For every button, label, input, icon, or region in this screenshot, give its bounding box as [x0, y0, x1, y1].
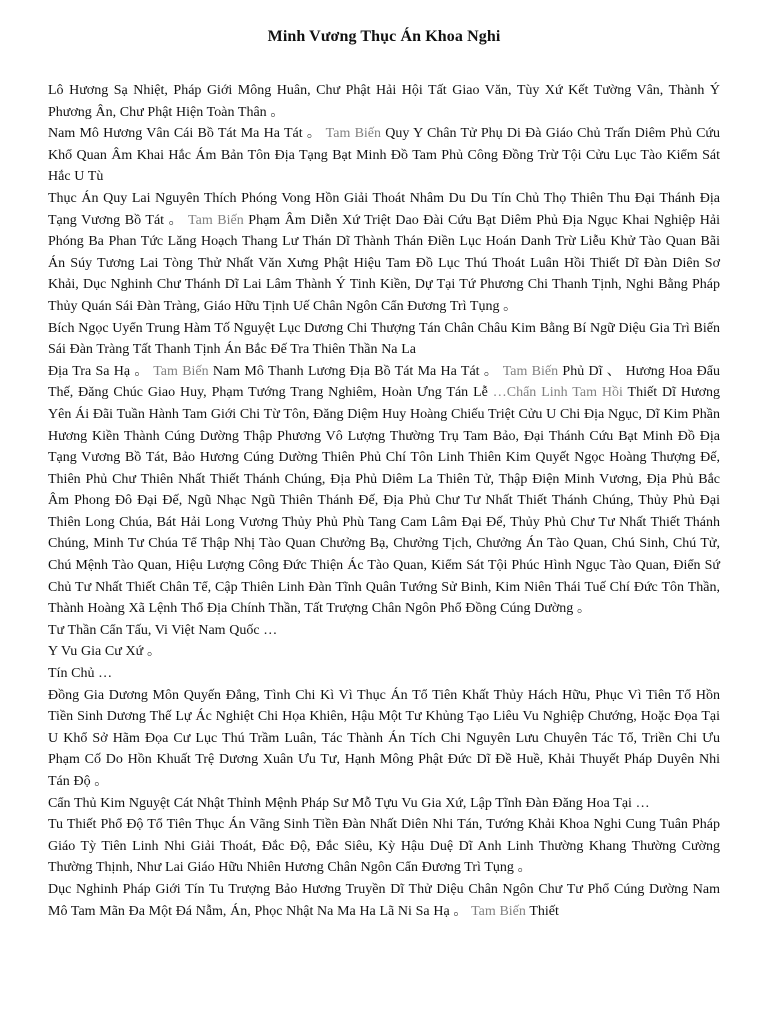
rubric-note: Tam Biến — [502, 363, 559, 379]
paragraph — [48, 620, 720, 642]
paragraph-text: Quy Y Chân Tử Phụ Di Đà Giáo Chủ Trấn Diêm Phủ Cứu Khổ Quan Âm Khai Hắc Ám Bản Tôn Địa Tạng Bạt Minh Đồ Tam Phủ Công Đồng Trừ Tội Cửu Lục Tào Kiểm Sát Hắc U Tù — [48, 126, 720, 185]
rubric-note: Tam Biến — [188, 212, 244, 228]
paragraph-text: Cẩn Thủ Kim Nguyệt Cát Nhật Thỉnh Mệnh Pháp Sư Mỗ Tựu Vu Gia Xứ, Lập Tĩnh Đàn Đăng Hoa Tại … — [48, 795, 650, 811]
paragraph — [48, 793, 720, 815]
rubric-note: Tam Biến — [153, 363, 209, 379]
paragraph-text: Bích Ngọc Uyển Trung Hàm Tố Nguyệt Lục Dương Chi Thượng Tán Chân Châu Kim Bằng Bí Ngữ Diệu Gia Trì Biến Sái Đàn Tràng Tất Thanh Tịnh Án Bắc Đế Tra Thiên Thần Na La — [48, 320, 720, 358]
paragraph-text: Dục Nghinh Pháp Giới Tín Tu Trượng Bảo Hương Truyền Dĩ Thử Diệu Chân Ngôn Chư Tư Phổ Cúng Dường Nam Mô Tam Mãn Đa Một Đá Nẫm, Án, Phọc Nhật Na Ma Ha Lã Ni Sa Hạ 。 — [48, 881, 720, 919]
paragraph-text: Thục Án Quy Lai Nguyên Thích Phóng Vong Hồn Giải Thoát Nhâm Du Du Tín Chủ Thọ Thiên Thu Đại Thánh Địa Tạng Vương Bồ Tát 。 — [48, 190, 720, 228]
rubric-note: Tam Biến — [471, 903, 526, 919]
paragraph-text: Lô Hương Sạ Nhiệt, Pháp Giới Mông Huân, Chư Phật Hải Hội Tất Giao Văn, Tùy Xứ Kết Tường Vân, Thành Ý Phương Ân, Chư Phật Hiện Toàn Thân 。 — [48, 83, 720, 120]
rubric-note: Tam Biến — [325, 126, 382, 142]
paragraph-text: Thiết Dĩ Hương Yên Ái Đãi Tuần Hành Tam Giới Chi Từ Tôn, Đăng Diệm Huy Hoàng Chiếu Triệt Cửu U Chi Địa Ngục, Dĩ Kim Phần Hương Kiền Thành Cúng Dường Thập Phương Vô Lượng Thường Trụ Tam Bảo, Đại Thánh Cứu Bạt Minh Đồ Địa Tạng Vương Bồ Tát, Bảo Hương Cúng Dường Thiên Phủ Chí Tôn Linh Thiên Kim Quyết Ngọc Hoàng Thượng Đế, Thiên Phủ Chư Thiên Nhất Thiết Thánh Chúng, Địa Phủ Diêm La Thiên Tử, Thập Điện Minh Vương, Địa Phủ Bắc Âm Phong Đô Đại Đế, Ngũ Nhạc Ngũ Thiên Thánh Đế, Địa Phủ Chư Tư Nhất Thiết Thánh Chúng, Thủy Phủ Đại Thiên Long Chúa, Bát Hải Long Vương Thủy Phủ Phù Tang Cam Lâm Đại Đế, Thủy Phủ Chư Tư Nhất Thiết Thánh Chúng, Minh Tư Chúa Tể Thập Nhị Tào Quan Chưởng Bạ, Chưởng Tịch, Chưởng Án Tào Quan, Chú Sinh, Chú Tử, Chú Mệnh Tào Quan, Hiệu Lượng Công Đức Thiện Ác Tào Quan, Kiểm Sát Tội Phúc Hình Ngục Tào Quan, Điển Sứ Chủ Tư Nhất Thiết Chân Tể, Cập Thiên Linh Đàn Tĩnh Quân Tướng Sử Binh, Kim Niên Thái Tuế Chí Đức Tôn Thần, Thành Hoàng Xã Lệnh Thổ Địa Chính Thần, Tất Trượng Chân Ngôn Phổ Đồng Cúng Dường 。 — [48, 385, 720, 617]
paragraph-text: Y Vu Gia Cư Xứ 。 — [48, 644, 161, 660]
paragraph — [48, 641, 720, 663]
paragraph-text: Tín Chủ … — [48, 666, 113, 682]
paragraph — [48, 318, 720, 361]
paragraph-text: Phạm Âm Diễn Xứ Triệt Dao Đài Cứu Bạt Diêm Phủ Địa Ngục Khai Nghiệp Hải Phóng Ba Phan Tức Lăng Hoạch Thang Lư Thán Dĩ Thành Thán Điền Lục Hoán Danh Trừ Liễu Khử Tào Quan Bãi Án Súy Tương Lai Tòng Thử Nhất Văn Xưng Phật Hiệu Tam Đồ Lục Thú Thoát Luân Hồi Thiết Dĩ Đàn Diên Sơ Khải, Dục Nghinh Chư Thánh Dĩ Lai Lâm Thành Ý Tinh Kiền, Dự Tại Tứ Phương Chi Thanh Tịnh, Nghi Bằng Pháp Thủy Quán Sái Đàn Tràng, Giáo Hữu Tịnh Uế Chân Ngôn Cẩn Đương Trì Tụng 。 — [48, 212, 720, 314]
paragraph — [48, 188, 720, 318]
paragraph-text: Phủ Dĩ 、 Hương Hoa Đẩu Thế, Đăng Chúc Giao Huy, Phạm Tướng Trang Nghiêm, Hoàn Ưng Tán Lễ — [48, 363, 720, 401]
document-body — [48, 80, 720, 922]
paragraph-text: Tu Thiết Phổ Độ Tổ Tiên Thục Án Vãng Sinh Tiền Đàn Nhất Diên Nhi Tán, Tướng Khải Khoa Nghi Cung Tuân Pháp Giáo Tỳ Tiên Linh Nhi Giải Thoát, Đắc Độ, Đắc Siêu, Kỳ Hậu Duệ Dĩ Anh Linh Thường Khang Thường Cường Thường Thịnh, Như Lai Giáo Hữu Nhiên Hương Chân Ngôn Cẩn Đương Trì Tụng 。 — [48, 817, 720, 876]
paragraph-text: Địa Tra Sa Hạ 。 — [48, 363, 154, 379]
paragraph — [48, 361, 720, 620]
paragraph — [48, 80, 720, 123]
document-page — [48, 0, 720, 922]
paragraph — [48, 814, 720, 879]
paragraph-text: Nam Mô Thanh Lương Địa Bồ Tát Ma Ha Tát 。 — [208, 363, 503, 379]
paragraph — [48, 663, 720, 685]
paragraph-text: Đồng Gia Dương Môn Quyến Đẳng, Tình Chi Kì Vì Thục Án Tổ Tiên Khất Thủy Hách Hữu, Phục Vì Tiên Tổ Hồn Tiền Sinh Dương Thế Lự Ác Nghiệt Chi Họa Khiên, Hậu Một Tư Khủng Tạo Liêu Vu Nghiệp Chướng, Hoặc Đọa Tại U Khổ Sở Hãm Đọa Cư Lục Thú Trầm Luân, Tác Thành Án Tích Chi Nguyên Lưu Chuyên Tác Tổ, Triền Chi Ưu Phạm Cố Do Hồn Khuất Trệ Dương Xuân Ưu Tư, Hạnh Mông Phật Đức Dĩ Đề Huề, Khải Thuyết Pháp Duyên Nhi Tán Độ 。 — [48, 687, 720, 789]
paragraph-text: Tư Thần Cẩn Tấu, Vi Việt Nam Quốc … — [48, 622, 278, 638]
paragraph — [48, 685, 720, 793]
paragraph — [48, 123, 720, 188]
paragraph-text: Thiết — [525, 903, 559, 919]
document-title: Minh Vương Thục Án Khoa Nghi — [267, 28, 501, 45]
paragraph — [48, 879, 720, 922]
paragraph-text: Nam Mô Hương Vân Cái Bồ Tát Ma Ha Tát 。 — [48, 126, 326, 142]
rubric-note: …Chẩn Linh Tam Hồi — [492, 385, 623, 401]
